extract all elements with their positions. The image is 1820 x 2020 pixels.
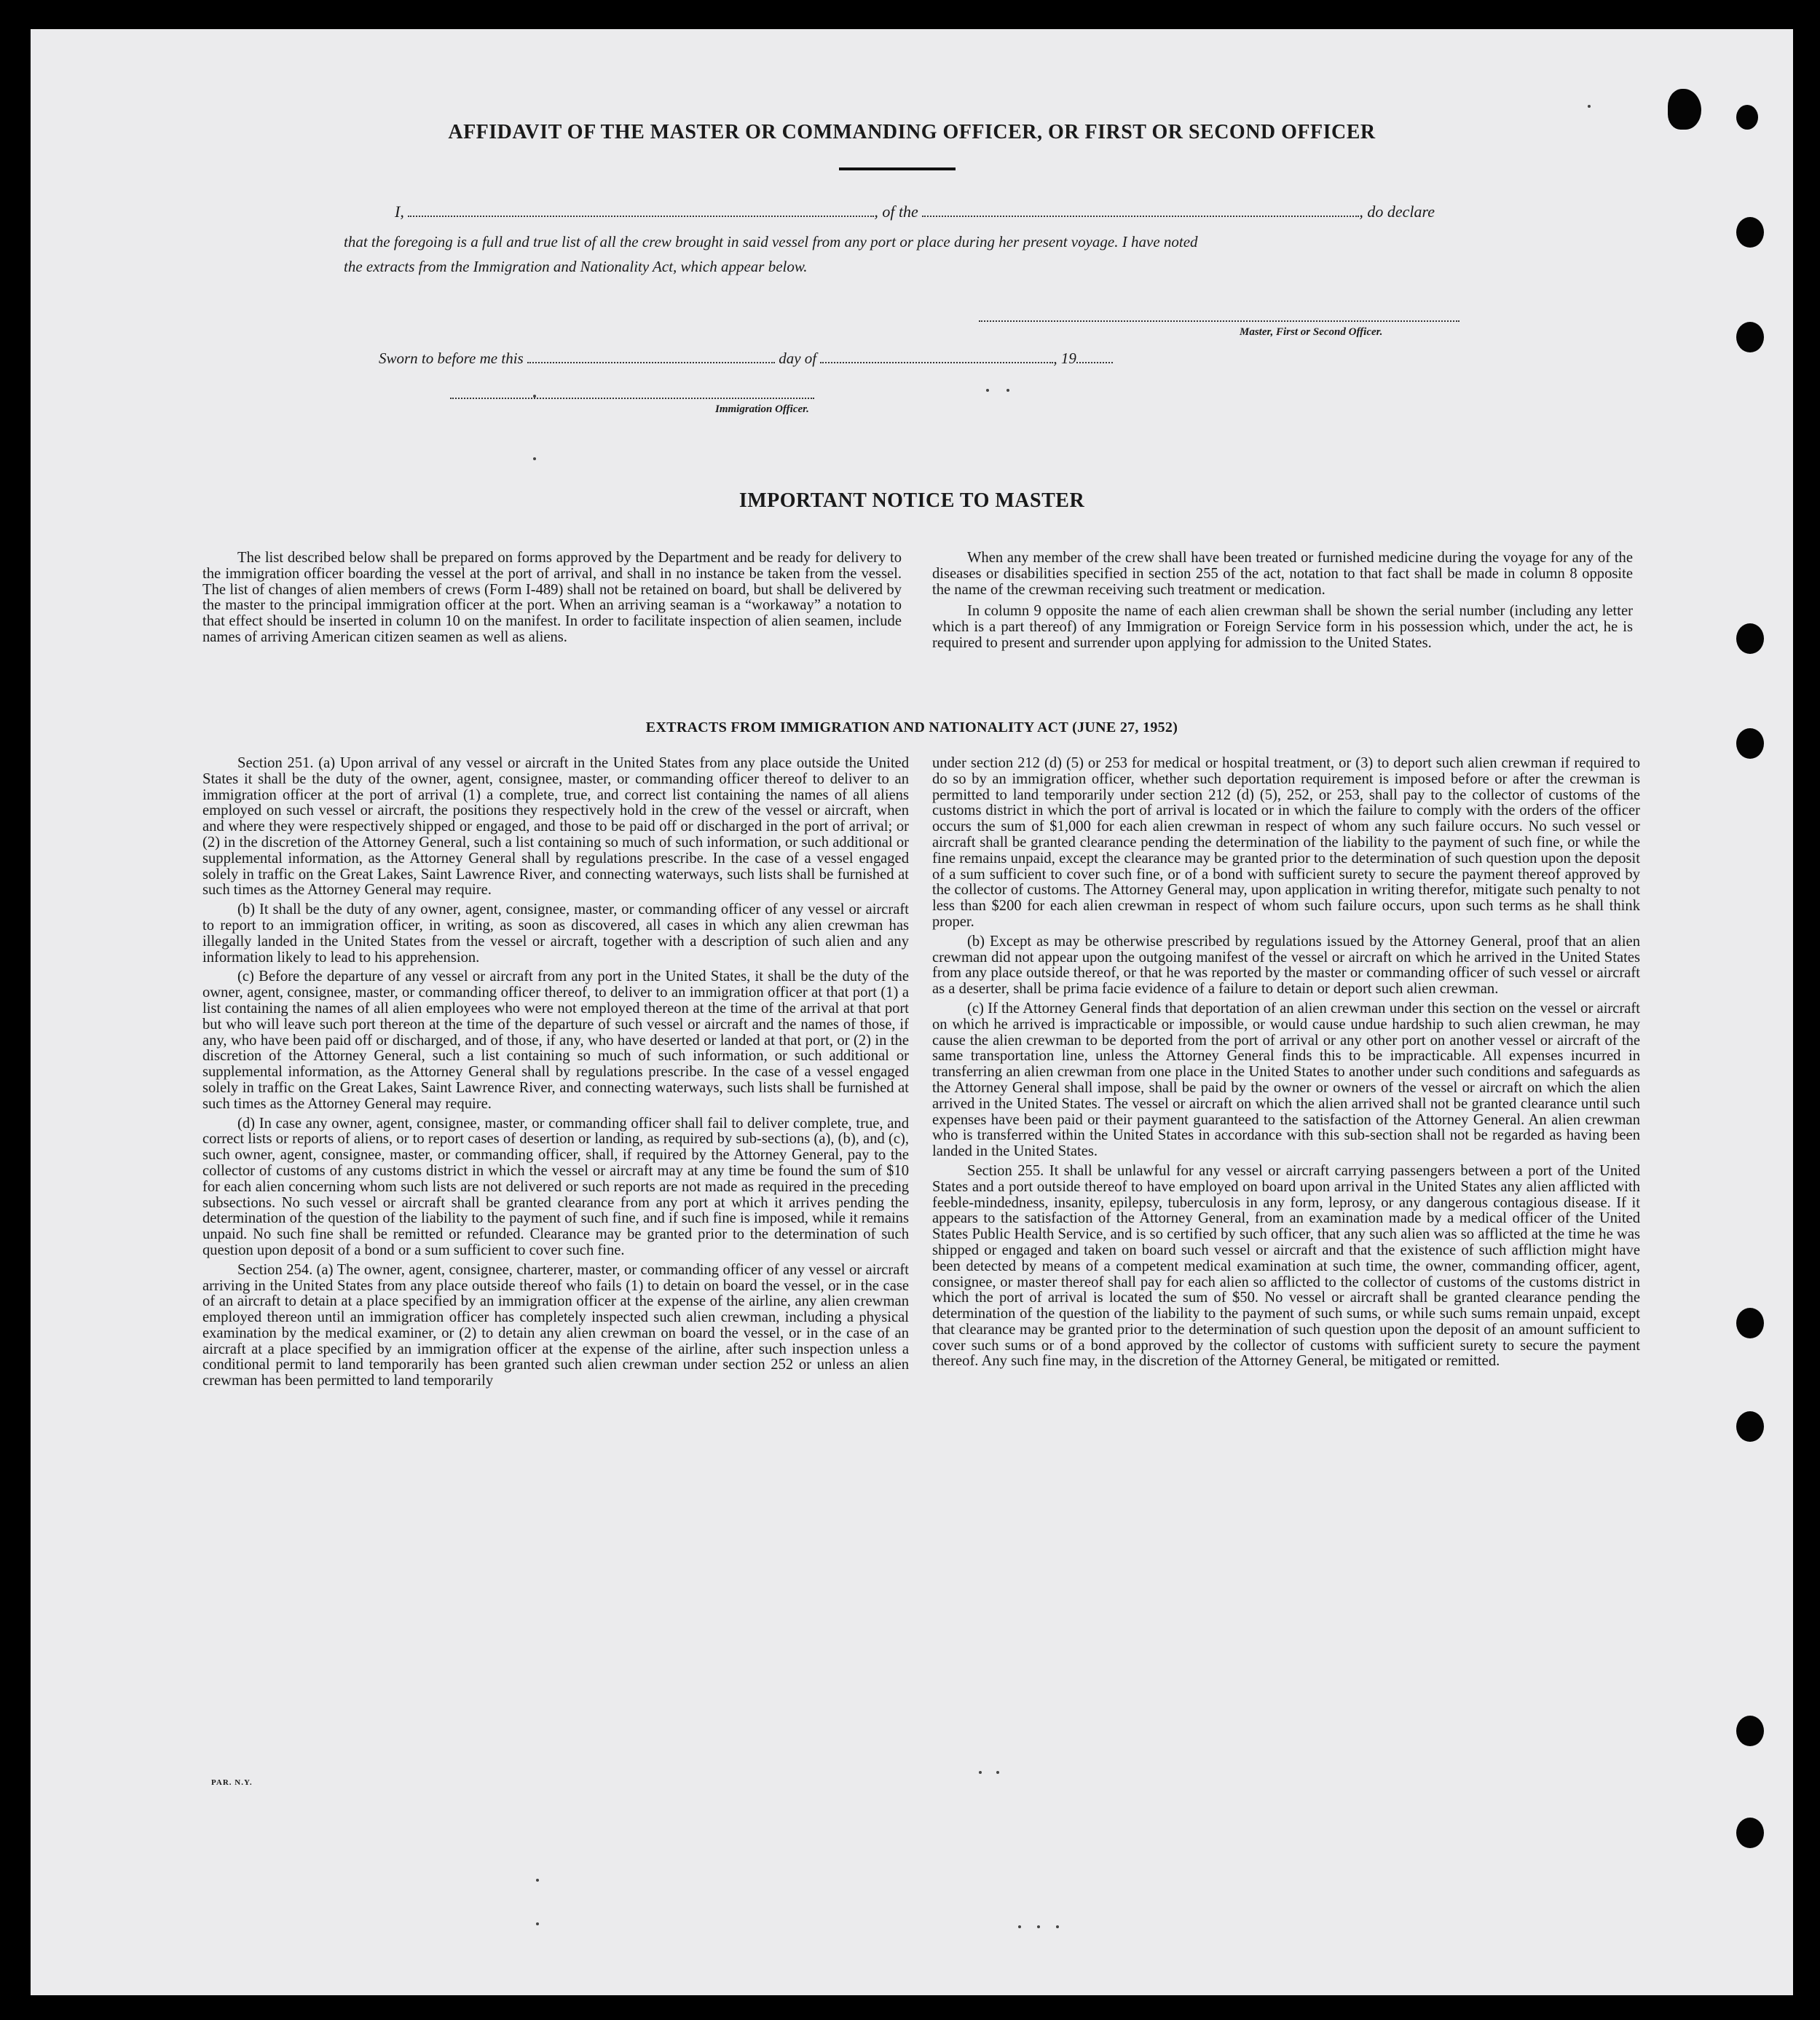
- master-signature-label: Master, First or Second Officer.: [1240, 326, 1383, 338]
- section-254-b: (b) Except as may be otherwise prescribed by regulations issued by the Attorney General, proof that an alien crewman did not appear upon the outgoing manifest of the vessel or aircraft on which he arrived in the United States from any place outside thereof, or that he was reported by the master or commanding officer of such vessel or aircraft as a deserter, shall be prima facie evidence of a failure to detain or deport such alien crewman.: [932, 933, 1640, 998]
- speck: [986, 389, 989, 392]
- master-signature-line[interactable]: [979, 320, 1459, 322]
- section-251-a: Section 251. (a) Upon arrival of any vessel or aircraft in the United States from any place outside the United States it shall be the duty of the owner, agent, consignee, master, or commanding officer thereof to deliver to an immigration officer at the port of arrival (1) a complete, true, and correct list containing the names of all aliens employed on such vessel or aircraft, the positions they respectively hold in the crew of the vessel or aircraft, when and where they were respectively shipped or engaged, and those to be paid off or discharged in the port of arrival; or (2) in the discretion of the Attorney General, such a list containing so much of such information, or such additional or supplemental information, as the Attorney General shall by regulations prescribe. In the case of a vessel engaged solely in traffic on the Great Lakes, Saint Lawrence River, and connecting waterways, such lists shall be furnished at such times as the Attorney General may require.: [202, 755, 909, 899]
- speck: [1006, 389, 1009, 392]
- sworn-day-field[interactable]: [527, 350, 775, 363]
- section-251-d: (d) In case any owner, agent, consignee, master, or commanding officer shall fail to deliver complete, true, and correct lists or reports of aliens, or to report cases of desertion or landing, as required by sub-sections (a), (b), and (c), such owner, agent, consignee, master, or commanding officer, shall, if required by the Attorney General, pay to the collector of customs of any customs district in which the vessel or aircraft may at any time be found the sum of $10 for each alien concerning whom such lists are not delivered or such reports are not made as required in the preceding subsections. No such vessel or aircraft shall be granted clearance from any port at which it arrives pending the determination of the question of the liability to the payment of such fine, and if such fine is imposed, while it remains unpaid. No such fine shall be remitted or refunded. Clearance may be granted prior to the determination of such question upon deposit of a bond or a sum sufficient to cover such fine.: [202, 1115, 909, 1258]
- section-254-c: (c) If the Attorney General finds that deportation of an alien crewman under this section on the vessel or aircraft on which he arrived is impracticable or impossible, or would cause undue hardship to such alien crewman, he may cause the alien crewman to be deported from the port of arrival or any other port on another vessel or aircraft of the same transportation line, unless the Attorney General finds this to be impracticable. All expenses incurred in transferring an alien crewman from one place in the United States to another under such conditions and safeguards as the Attorney General shall impose, shall be paid by the owner or owners of the vessel or aircraft on which the alien arrived in the United States. The vessel or aircraft on which the alien arrived shall not be granted clearance until such expenses have been paid or their payment guaranteed to the satisfaction of the Attorney General. An alien crewman who is transferred within the United States in accordance with this sub-section shall not be regarded as having been landed in the United States.: [932, 1000, 1640, 1160]
- immigration-officer-label: Immigration Officer.: [715, 403, 809, 415]
- speck: [533, 457, 536, 460]
- notice-title: IMPORTANT NOTICE TO MASTER: [738, 489, 1085, 512]
- title-underline: [839, 167, 956, 170]
- declaration-text-1: that the foregoing is a full and true list of all the crew brought in said vessel from any port or place during her present voyage. I have noted: [344, 233, 1198, 250]
- vessel-name-field[interactable]: [922, 204, 1359, 217]
- sworn-label: Sworn to before me this: [379, 350, 524, 367]
- section-254-a: Section 254. (a) The owner, agent, consignee, charterer, master, or commanding officer of any vessel or aircraft arriving in the United States from any place outside thereof who fails (1) to detain on board the vessel, or in the case of an aircraft to detain at a place specified by an immigration officer at the expense of the airline, any alien crewman employed thereon until an immigration officer has completely inspected such alien crewman, including a physical examination by the medical examiner, or (2) to detain any alien crewman on board the vessel, or in the case of an aircraft at a place specified by an immigration officer at the expense of the airline, after such inspection unless a conditional permit to land temporarily has been granted such alien crewman under section 252 or unless an alien crewman has been permitted to land temporarily: [202, 1261, 909, 1389]
- immigration-officer-signature-line[interactable]: [450, 398, 814, 399]
- punch-hole: [1736, 322, 1764, 352]
- section-251-c: (c) Before the departure of any vessel or aircraft from any port in the United States, it shall be the duty of the owner, agent, consignee, master, or commanding officer thereof, to deliver to an immigration officer at that port (1) a list containing the names of all alien employees who were not employed thereon at the time of the arrival at that port but who will leave such port thereon at the time of the departure of such vessel or aircraft and the names of those, if any, who have been paid off or discharged, and of those, if any, who have deserted or landed at that port, or (2) in the discretion of the Attorney General, such a list containing so much of such information, or such additional or supplemental information, as the Attorney General shall by regulations prescribe. In the case of a vessel engaged solely in traffic on the Great Lakes, Saint Lawrence River, and connecting waterways, such lists shall be furnished at such times as the Attorney General may require.: [202, 968, 909, 1112]
- punch-hole: [1736, 217, 1764, 248]
- form-title: AFFIDAVIT OF THE MASTER OR COMMANDING OFFICER, OR FIRST OR SECOND OFFICER: [448, 121, 1376, 143]
- speck: [1588, 105, 1591, 108]
- sworn-year-field[interactable]: [1076, 350, 1113, 363]
- punch-hole: [1736, 1411, 1764, 1442]
- speck: [1056, 1925, 1059, 1928]
- notice-right-paragraph-1: When any member of the crew shall have been treated or furnished medicine during the voyage for any of the diseases or disabilities specified in section 255 of the act, notation to that fact shall be made in column 8 opposite the name of the crewman receiving such treatment or medication.: [932, 550, 1633, 598]
- section-254-a-continued: under section 212 (d) (5) or 253 for medical or hospital treatment, or (3) to deport such alien crewman if required to do so by an immigration officer, whether such deportation requirement is imposed before or after the crewman is permitted to land temporarily under section 212 (d) (5), 252, or 253, shall pay to the collector of customs of the customs district in which the port of arrival is located or in which the failure to comply with the orders of the officer occurs the sum of $1,000 for each alien crewman in respect of whom any such failure occurs. No such vessel or aircraft shall be granted clearance pending the determination of the liability to the payment of such fine, or while the fine remains unpaid, except the clearance may be granted prior to the determination of such question upon the deposit of a sum sufficient to cover such fine, or of a bond with sufficient surety to secure the payment thereof approved by the collector of customs. The Attorney General may, upon application in writing therefor, mitigate such penalty to not less than $200 for each alien crewman in respect of whom such failure occurs, upon such terms as he shall think proper.: [932, 755, 1640, 930]
- day-of-label: day of: [779, 350, 817, 367]
- document-page: [31, 29, 1793, 1995]
- master-name-field[interactable]: [408, 204, 874, 217]
- punch-hole: [1736, 1308, 1764, 1338]
- extracts-left-column: [202, 756, 909, 1393]
- printer-mark: PAR. N.Y.: [211, 1778, 253, 1787]
- speck: [979, 1771, 982, 1774]
- declaration-text-2: the extracts from the Immigration and Nationality Act, which appear below.: [344, 258, 808, 275]
- speck: [536, 1922, 539, 1925]
- of-the-label: , of the: [874, 202, 918, 221]
- extracts-right-column: [932, 756, 1640, 1373]
- punch-hole: [1736, 1818, 1764, 1848]
- speck: [1018, 1925, 1021, 1928]
- sworn-month-field[interactable]: [820, 350, 1053, 363]
- year-label: , 19: [1053, 350, 1076, 367]
- notice-left-column: [202, 551, 902, 650]
- i-label: I,: [395, 202, 404, 221]
- speck: [536, 1879, 539, 1882]
- punch-hole: [1736, 623, 1764, 654]
- extracts-title: EXTRACTS FROM IMMIGRATION AND NATIONALITY ACT (JUNE 27, 1952): [645, 719, 1178, 735]
- notice-left-paragraph: The list described below shall be prepared on forms approved by the Department and be ready for delivery to the immigration officer boarding the vessel at the port of arrival, and shall in no instance be taken from the vessel. The list of changes of alien members of crews (Form I-489) shall not be retained on board, but shall be delivered by the master to the principal immigration officer at the port. When an arriving seaman is a “workaway” a notation to that effect should be inserted in column 10 on the manifest. In order to facilitate inspection of alien seamen, include names of arriving American citizen seamen as well as aliens.: [202, 550, 902, 645]
- section-255: Section 255. It shall be unlawful for any vessel or aircraft carrying passengers between a port of the United States and a port outside thereof to have employed on board upon arrival in the United States any alien afflicted with feeble-mindedness, insanity, epilepsy, tuberculosis in any form, leprosy, or any dangerous contagious disease. If it appears to the satisfaction of the Attorney General, from an examination made by a medical officer of the United States Public Health Service, and is so certified by such officer, that any such alien was so afflicted at the time he was shipped or engaged and taken on board such vessel or aircraft and that the existence of such affliction might have been detected by means of a competent medical examination at such time, the owner, commanding officer, agent, consignee, or master thereof shall pay for each alien so afflicted to the collector of customs of the customs district in which the port of arrival is located the sum of $50. No vessel or aircraft shall be granted clearance pending the determination of the question of the liability to the payment of such sums, or while such sums remain unpaid, except that clearance may be granted prior to the determination of such question upon the deposit of an amount sufficient to cover such sums or of a bond approved by the collector of customs with sufficient surety to secure the payment thereof. Any such fine may, in the discretion of the Attorney General, be mitigated or remitted.: [932, 1162, 1640, 1370]
- notice-right-paragraph-2: In column 9 opposite the name of each alien crewman shall be shown the serial number (including any letter which is a part thereof) of any Immigration or Foreign Service form in his possession which, under the act, he is required to present and surrender upon applying for admission to the United States.: [932, 603, 1633, 651]
- notice-right-column: [932, 551, 1633, 655]
- declaration-line: [395, 202, 1435, 221]
- speck: [996, 1771, 999, 1774]
- punch-hole: [1736, 1716, 1764, 1746]
- section-251-b: (b) It shall be the duty of any owner, agent, consignee, master, or commanding officer of any vessel or aircraft to report to an immigration officer, in writing, as soon as discovered, all cases in which any alien crewman has illegally landed in the United States from the vessel or aircraft, together with a description of such alien and any information likely to lead to his apprehension.: [202, 901, 909, 966]
- speck: [1037, 1925, 1040, 1928]
- sworn-line: [379, 350, 1113, 368]
- do-declare-label: , do declare: [1359, 202, 1435, 221]
